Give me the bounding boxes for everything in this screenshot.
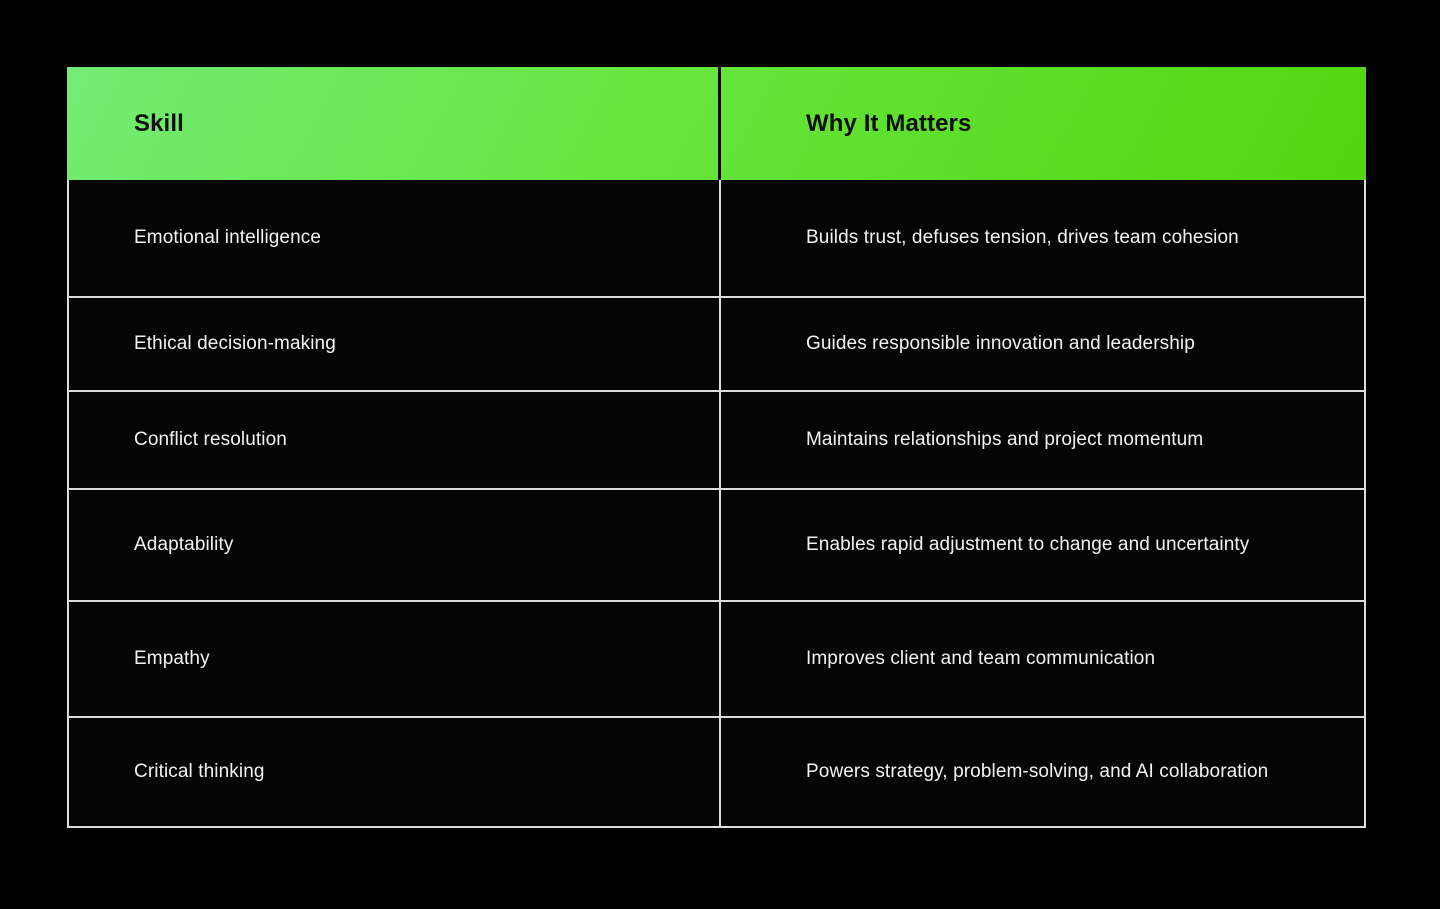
skill-cell: Adaptability [69, 490, 721, 600]
why-cell: Builds trust, defuses tension, drives team cohesion [721, 180, 1364, 296]
why-cell: Guides responsible innovation and leadership [721, 298, 1364, 390]
table-row [69, 600, 1364, 716]
why-cell: Improves client and team communication [721, 602, 1364, 716]
why-cell: Powers strategy, problem-solving, and AI collaboration [721, 718, 1364, 826]
skill-cell: Conflict resolution [69, 392, 721, 488]
column-header-skill: Skill [67, 67, 721, 180]
table-row [69, 296, 1364, 390]
column-header-why-it-matters: Why It Matters [806, 109, 972, 137]
skills-table [67, 67, 1366, 828]
why-cell: Maintains relationships and project momentum [721, 392, 1364, 488]
skill-cell: Ethical decision-making [69, 298, 721, 390]
table-row [69, 488, 1364, 600]
table-row [69, 716, 1364, 826]
table-header [67, 67, 1366, 180]
table-row [69, 390, 1364, 488]
skill-cell: Emotional intelligence [69, 180, 721, 296]
skill-cell: Critical thinking [69, 718, 721, 826]
skill-cell: Empathy [69, 602, 721, 716]
why-cell: Enables rapid adjustment to change and uncertainty [721, 490, 1364, 600]
table-row [69, 180, 1364, 296]
table-body [67, 180, 1366, 828]
